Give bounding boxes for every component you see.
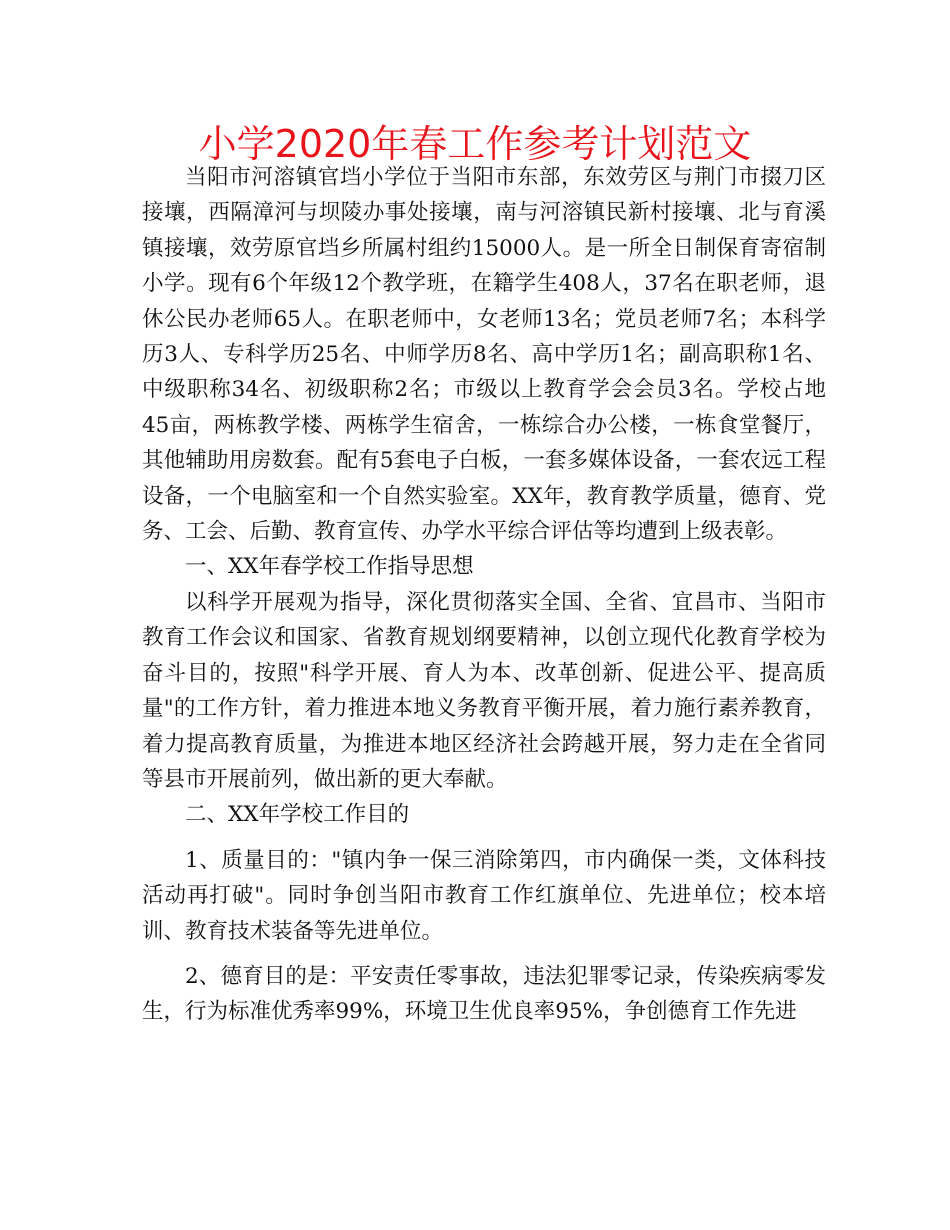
paragraph-school-overview: 当阳市河溶镇官垱小学位于当阳市东部，东效劳区与荆门市掇刀区接壤，西隔漳河与坝陵办事处接壤，南与河溶镇民新村接壤、北与育溪镇接壤，效劳原官垱乡所属村组约15000人。是一所全日制保育寄宿制小学。现有6个年级12个教学班，在籍学生408人，37名在职老师，退休公民办老师65人。在职老师中，女老师13名；党员老师7名；本科学历3人、专科学历25名、中师学历8名、高中学历1名；副高职称1名、中级职称34名、初级职称2名；市级以上教育学会会员3名。学校占地45亩，两栋教学楼、两栋学生宿舍，一栋综合办公楼，一栋食堂餐厅，其他辅助用房数套。配有5套电子白板，一套多媒体设备，一套农远工程设备，一个电脑室和一个自然实验室。XX年，教育教学质量，德育、党务、工会、后勤、教育宣传、办学水平综合评估等均遭到上级表彰。 [142, 165, 826, 545]
paragraph-quality-goal: 1、质量目的："镇内争一保三消除第四，市内确保一类，文体科技活动再打破"。同时争创当阳市教育工作红旗单位、先进单位；校本培训、教育技术装备等先进单位。 [142, 847, 826, 944]
document-body [142, 160, 826, 1030]
heading-work-goals: 二、XX年学校工作目的 [185, 802, 410, 828]
heading-guiding-ideology: 一、XX年春学校工作指导思想 [185, 554, 474, 580]
paragraph-moral-goal: 2、德育目的是：平安责任零事故，违法犯罪零记录，传染疾病零发生，行为标准优秀率99%，环境卫生优良率95%，争创德育工作先进 [142, 963, 826, 1025]
paragraph-guiding-ideology: 以科学开展观为指导，深化贯彻落实全国、全省、宜昌市、当阳市教育工作会议和国家、省教育规划纲要精神，以创立现代化教育学校为奋斗目的，按照"科学开展、育人为本、改革创新、促进公平、提高质量"的工作方针，着力推进本地义务教育平衡开展，着力施行素养教育，着力提高教育质量，为推进本地区经济社会跨越开展，努力走在全省同等县市开展前列，做出新的更大奉献。 [142, 589, 826, 792]
document-title: 小学2020年春工作参考计划范文 [198, 122, 752, 166]
